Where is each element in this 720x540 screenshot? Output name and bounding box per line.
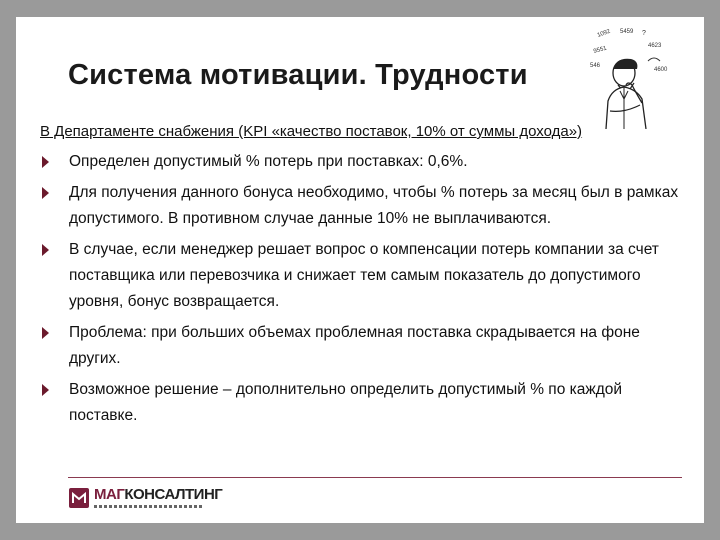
illustration-number: 9551 <box>592 45 608 55</box>
illustration-number: 5459 <box>620 29 634 35</box>
logo-mark-icon <box>68 487 90 509</box>
bullet-text: Проблема: при больших объемах проблемная поставка скрадывается на фоне других. <box>69 324 640 367</box>
triangle-bullet-icon <box>42 187 49 199</box>
logo-text-part1: МАГ <box>94 486 125 503</box>
triangle-bullet-icon <box>42 327 49 339</box>
bullet-item <box>42 377 692 429</box>
triangle-bullet-icon <box>42 244 49 256</box>
bullet-text: В случае, если менеджер решает вопрос о компенсации потерь компании за счет поставщика или перевозчика и снижает тем самым показатель до допустимого уровня, бонус возвращается. <box>69 241 659 310</box>
company-logo <box>68 485 268 515</box>
logo-text-part2: КОНСАЛТИНГ <box>124 486 223 503</box>
illustration-number: 546 <box>590 63 601 69</box>
bullet-text: Определен допустимый % потерь при поставках: 0,6%. <box>69 153 468 170</box>
logo-wordmark <box>94 486 222 503</box>
bullet-item <box>42 320 692 372</box>
slide <box>16 17 704 523</box>
illustration-number: 4600 <box>654 67 668 73</box>
bullet-text: Возможное решение – дополнительно определить допустимый % по каждой поставке. <box>69 381 623 424</box>
logo-tagline <box>94 505 204 508</box>
bullet-item <box>42 237 692 315</box>
illustration-number: ? <box>642 30 646 37</box>
thinking-man-illustration <box>584 21 704 129</box>
illustration-number: 1092 <box>596 28 612 39</box>
bullet-text: Для получения данного бонуса необходимо, чтобы % потерь за месяц был в рамках допустимого. В противном случае данные 10% не выплачиваются. <box>69 184 679 227</box>
triangle-bullet-icon <box>42 384 49 396</box>
illustration-number: 4623 <box>648 43 662 49</box>
slide-title: Система мотивации. Трудности <box>68 59 528 91</box>
triangle-bullet-icon <box>42 156 49 168</box>
bullet-list <box>42 149 692 434</box>
bullet-item <box>42 149 692 175</box>
bullet-item <box>42 180 692 232</box>
footer-divider <box>68 477 682 478</box>
section-subtitle: В Департаменте снабжения (KPI «качество поставок, 10% от суммы дохода») <box>40 123 583 140</box>
